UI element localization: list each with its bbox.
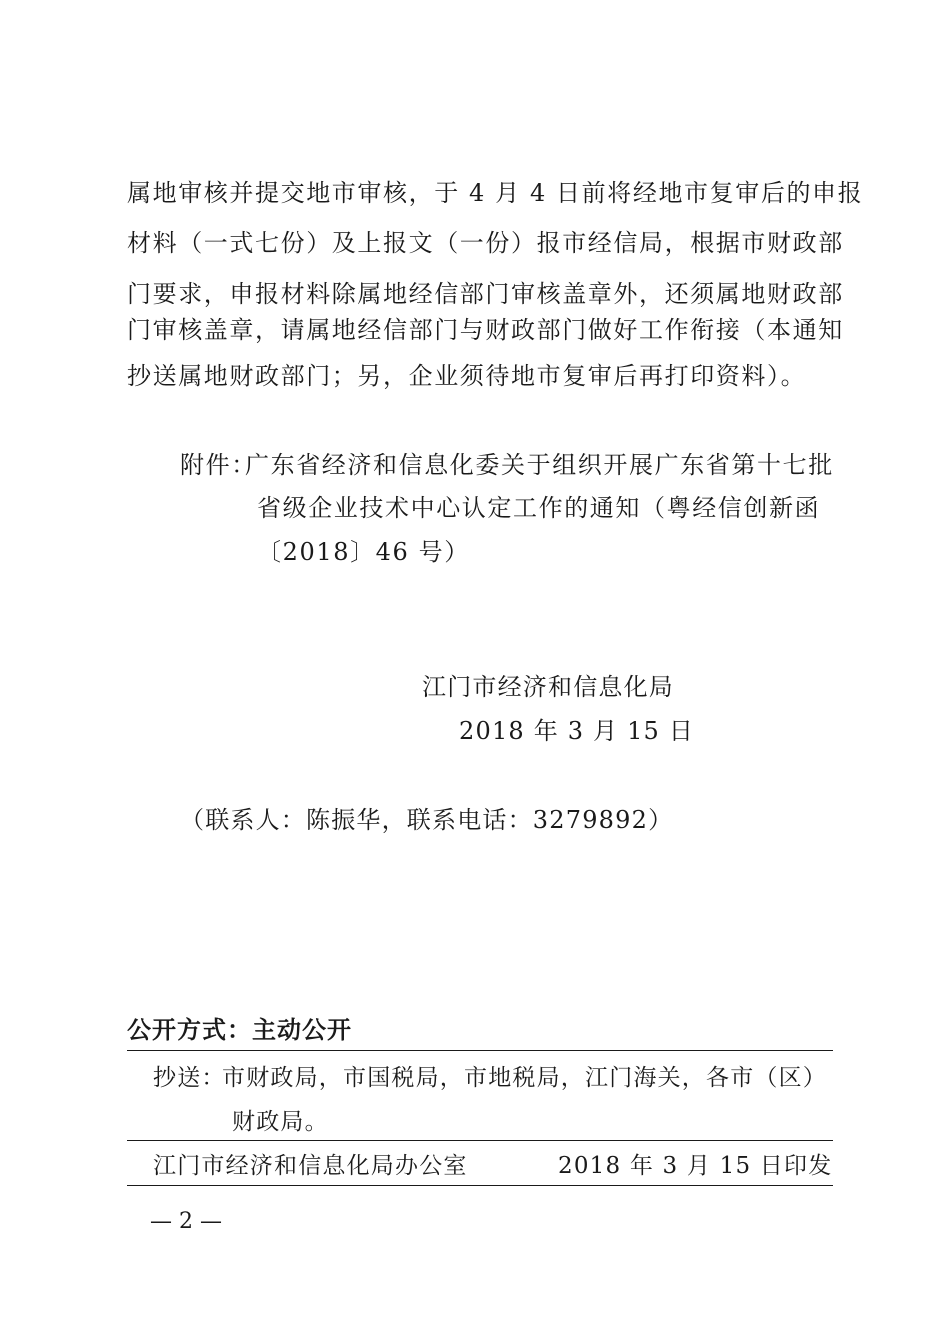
disclosure-mode: 公开方式：主动公开 [127, 1016, 352, 1044]
page-number: — 2 — [150, 1209, 222, 1234]
body-line-1: 属地审核并提交地市审核，于 4 月 4 日前将经地市复审后的申报 [127, 179, 864, 207]
body-line-3: 门要求，申报材料除属地经信部门审核盖章外，还须属地财政部 [127, 280, 844, 308]
footer-office: 江门市经济和信息化局办公室 [153, 1153, 468, 1179]
issuer-name: 江门市经济和信息化局 [422, 673, 674, 701]
rule-bottom [127, 1185, 833, 1186]
body-line-5: 抄送属地财政部门；另，企业须待地市复审后再打印资料）。 [127, 362, 807, 390]
footer-print-date: 2018 年 3 月 15 日印发 [558, 1153, 833, 1179]
rule-top [127, 1050, 833, 1051]
rule-middle [127, 1140, 833, 1141]
attachment-label: 附件： [180, 451, 257, 479]
body-line-2: 材料（一式七份）及上报文（一份）报市经信局，根据市财政部 [127, 229, 844, 257]
body-line-4: 门审核盖章，请属地经信部门与财政部门做好工作衔接（本通知 [127, 316, 844, 344]
cc-label: 抄送： [153, 1065, 226, 1091]
attachment-line-3: 〔2018〕46 号） [257, 538, 470, 566]
contact-info: （联系人：陈振华，联系电话：3279892） [180, 806, 674, 834]
cc-recipients-line-1: 市财政局，市国税局，市地税局，江门海关，各市（区） [222, 1065, 827, 1091]
issue-date: 2018 年 3 月 15 日 [459, 717, 695, 745]
attachment-line-2: 省级企业技术中心认定工作的通知（粤经信创新函 [257, 494, 821, 522]
cc-recipients-line-2: 财政局。 [232, 1109, 329, 1135]
attachment-line-1: 广东省经济和信息化委关于组织开展广东省第十七批 [245, 451, 834, 479]
